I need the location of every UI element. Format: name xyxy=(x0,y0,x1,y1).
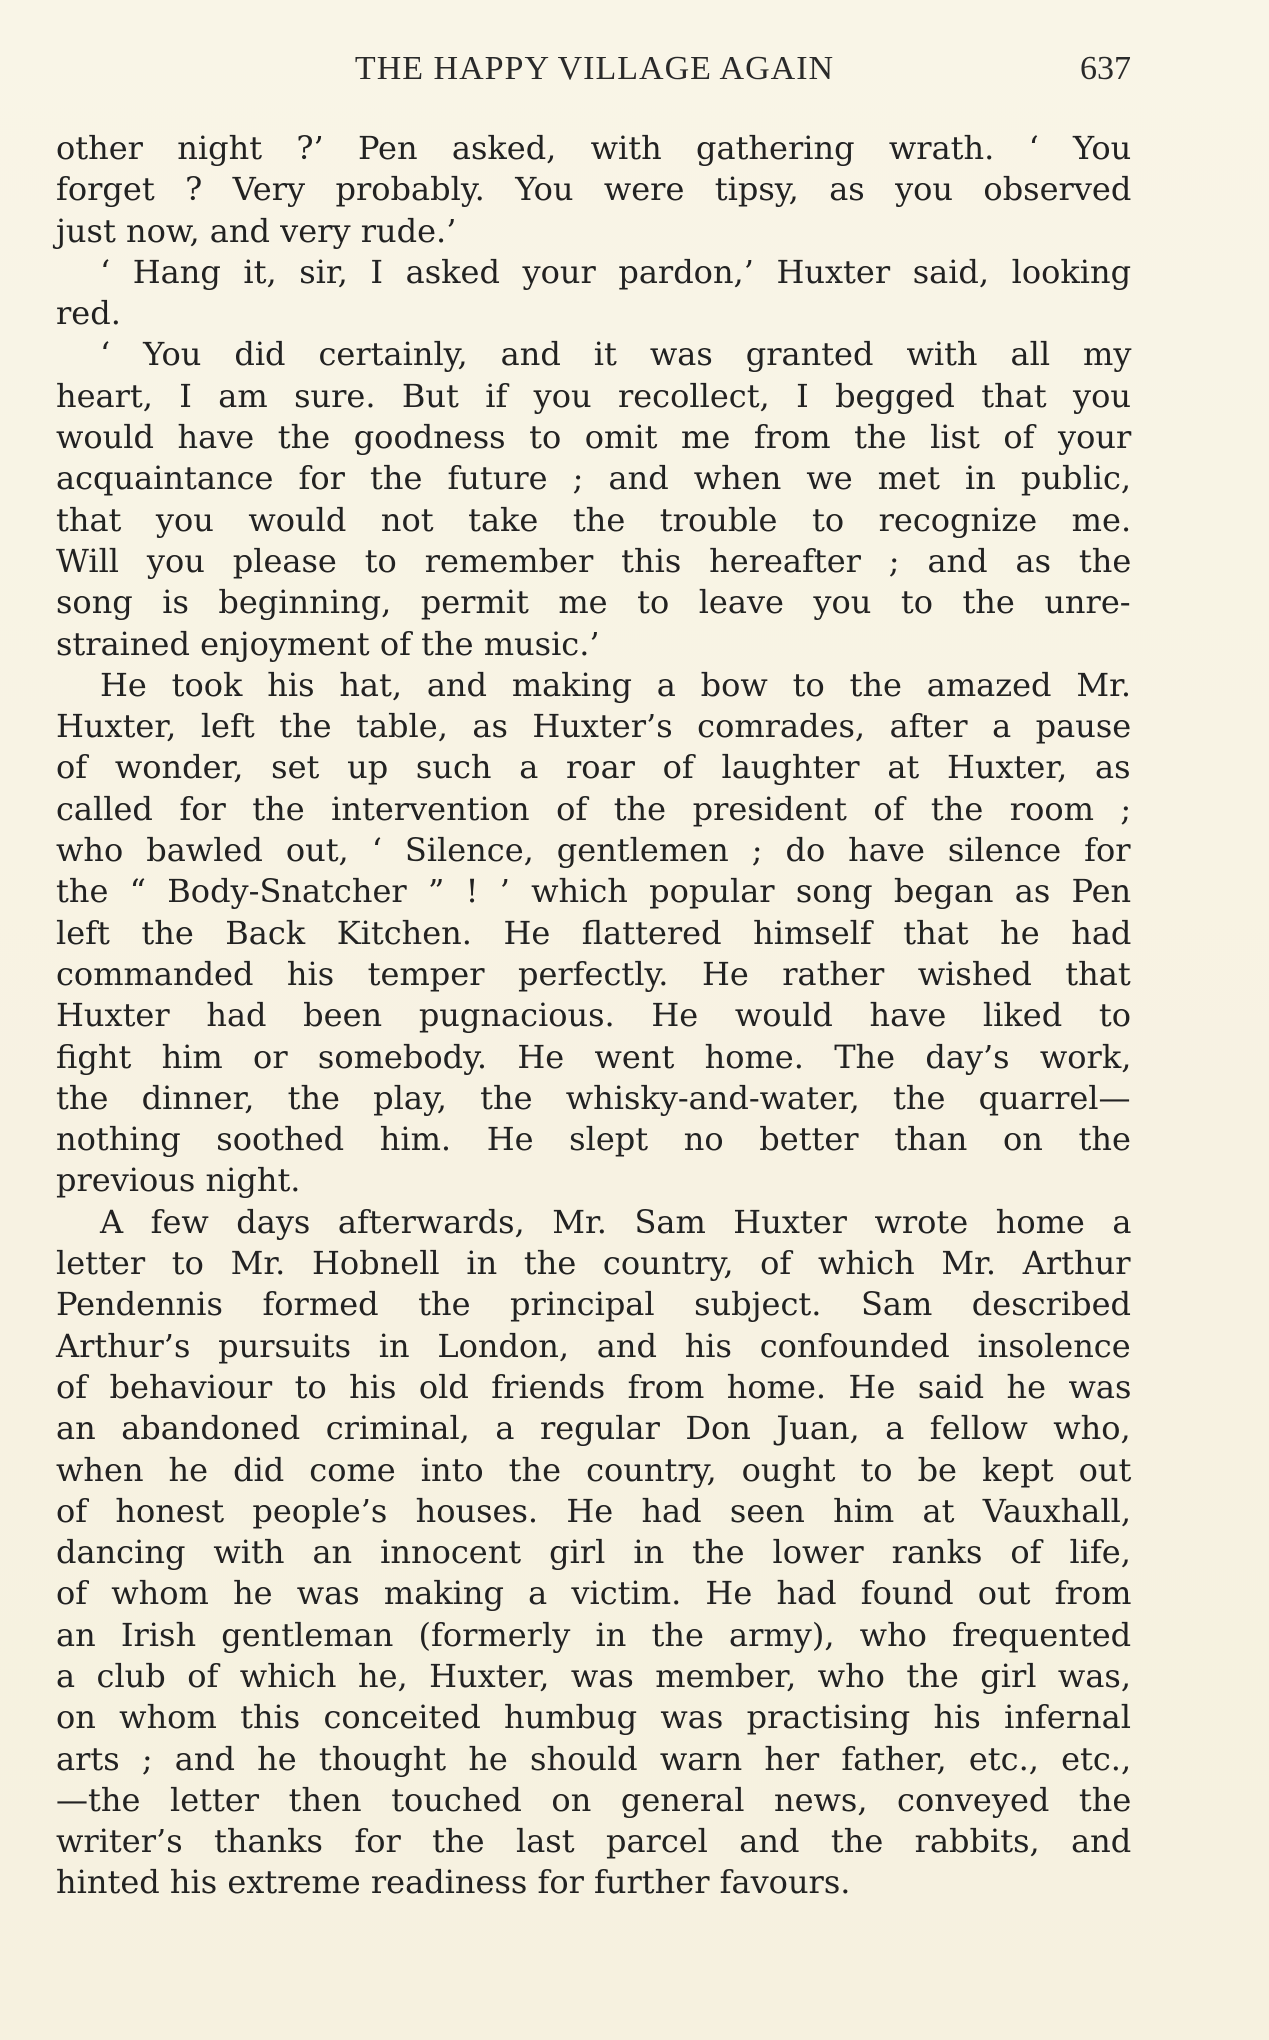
text-line: of honest people’s houses. He had seen him at Vauxhall, xyxy=(56,1491,1132,1530)
text-line: A few days afterwards, Mr. Sam Huxter wrote home a xyxy=(100,1202,1132,1241)
text-line: ‘ Hang it, sir, I asked your pardon,’ Huxter said, looking xyxy=(100,252,1132,291)
text-line: called for the intervention of the president of the room ; xyxy=(56,789,1132,828)
text-line: just now, and very rude.’ xyxy=(56,211,457,250)
text-line: Pendennis formed the principal subject. Sam described xyxy=(56,1285,1131,1324)
text-line: that you would not take the trouble to recognize me. xyxy=(56,500,1132,539)
running-title: THE HAPPY VILLAGE AGAIN xyxy=(354,50,835,87)
text-line: who bawled out, ‘ Silence, gentlemen ; do have silence for xyxy=(56,831,1131,870)
text-line: commanded his temper perfectly. He rather wished that xyxy=(56,954,1131,993)
text-line: Arthur’s pursuits in London, and his confounded insolence xyxy=(56,1326,1131,1365)
text-line: of wonder, set up such a roar of laughter at Huxter, as xyxy=(56,748,1131,787)
text-line: acquaintance for the future ; and when we met in public, xyxy=(56,459,1132,498)
text-line: song is beginning, permit me to leave you to the unre- xyxy=(56,583,1131,622)
text-line: forget ? Very probably. You were tipsy, as you observed xyxy=(56,170,1132,209)
page-number: 637 xyxy=(1080,50,1131,87)
text-line: nothing soothed him. He slept no better than on the xyxy=(56,1120,1131,1159)
text-line: Huxter had been pugnacious. He would have liked to xyxy=(56,996,1131,1035)
text-line: left the Back Kitchen. He flattered himself that he had xyxy=(56,913,1132,952)
text-line: the “ Body-Snatcher ” ! ’ which popular song began as Pen xyxy=(56,872,1132,911)
text-line: hinted his extreme readiness for further favours. xyxy=(56,1863,851,1902)
text-line: an abandoned criminal, a regular Don Juan, a fellow who, xyxy=(56,1409,1131,1448)
text-line: Huxter, left the table, as Huxter’s comrades, after a pause xyxy=(56,707,1132,746)
text-line: of whom he was making a victim. He had found out from xyxy=(56,1574,1132,1613)
text-line: strained enjoyment of the music.’ xyxy=(56,624,600,663)
text-line: on whom this conceited humbug was practising his infernal xyxy=(56,1698,1131,1737)
text-line: fight him or somebody. He went home. The day’s work, xyxy=(56,1037,1132,1076)
text-line: a club of which he, Huxter, was member, who the girl was, xyxy=(56,1656,1131,1695)
text-line: heart, I am sure. But if you recollect, I begged that you xyxy=(56,376,1131,415)
text-line: when he did come into the country, ought to be kept out xyxy=(56,1450,1132,1489)
text-line: Will you please to remember this hereafter ; and as the xyxy=(56,541,1132,580)
text-line: red. xyxy=(56,294,121,333)
text-line: would have the goodness to omit me from the list of your xyxy=(56,418,1132,457)
body-text xyxy=(56,128,1131,1904)
text-line: writer’s thanks for the last parcel and the rabbits, and xyxy=(56,1822,1132,1861)
text-line: arts ; and he thought he should warn her father, etc., etc., xyxy=(56,1739,1132,1778)
text-line: other night ?’ Pen asked, with gathering wrath. ‘ You xyxy=(56,129,1132,167)
text-line: dancing with an innocent girl in the lower ranks of life, xyxy=(56,1533,1131,1572)
text-line: —the letter then touched on general news, conveyed the xyxy=(56,1780,1132,1819)
text-line: of behaviour to his old friends from home. He said he was xyxy=(56,1367,1132,1406)
text-line: previous night. xyxy=(56,1161,301,1200)
text-line: He took his hat, and making a bow to the amazed Mr. xyxy=(100,665,1132,704)
running-head xyxy=(58,50,1131,94)
text-line: an Irish gentleman (formerly in the army), who frequented xyxy=(56,1615,1132,1654)
text-line: letter to Mr. Hobnell in the country, of which Mr. Arthur xyxy=(56,1244,1131,1283)
text-line: ‘ You did certainly, and it was granted with all my xyxy=(100,335,1132,374)
text-line: the dinner, the play, the whisky-and-water, the quarrel— xyxy=(56,1078,1131,1117)
